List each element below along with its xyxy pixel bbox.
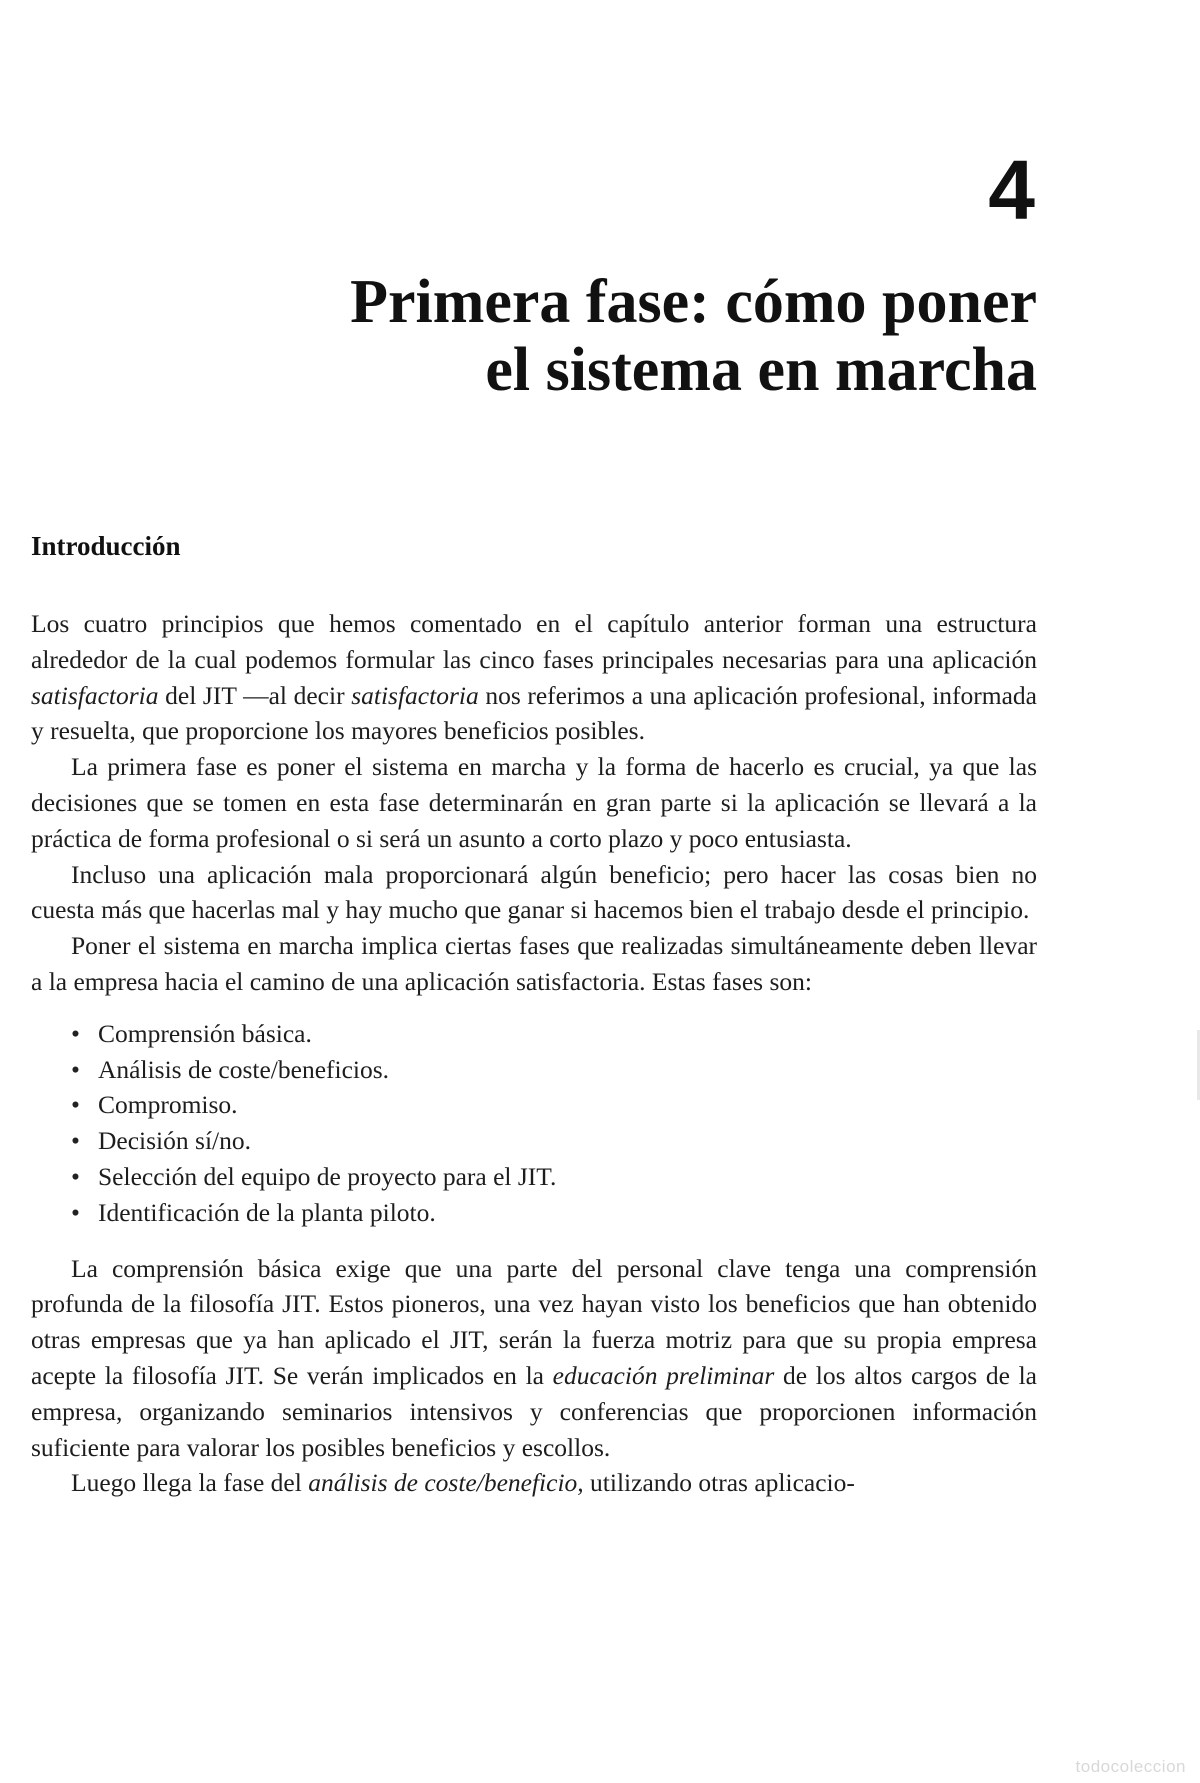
chapter-title (137, 268, 1037, 404)
list-item: • Análisis de coste/beneficios. (71, 1052, 1037, 1088)
chapter-title-line-2: el sistema en marcha (485, 336, 1037, 404)
chapter-title-line-1: Primera fase: cómo poner (350, 268, 1037, 336)
paragraph-3: Incluso una aplicación mala proporcionará algún beneficio; pero hacer las cosas bien no cuesta más que hacerlas mal y hay mucho que ganar si hacemos bien el trabajo desde el principio. (31, 859, 1037, 925)
paragraph-5: La comprensión básica exige que una parte del personal clave tenga una comprensión profunda de la filosofía JIT. Estos pioneros, una vez hayan visto los beneficios que han obtenido otras empresas que ya han aplicado el JIT, serán la fuerza motriz para que su propia empresa acepte la filosofía JIT. Se verán implicados en la educación preliminar de los altos cargos de la empresa, organizando seminarios intensivos y conferencias que proporcionen información suficiente para valorar los posibles beneficios y escollos. (31, 1253, 1037, 1462)
paragraph-6: Luego llega la fase del análisis de coste/beneficio, utilizando otras aplicacio- (71, 1468, 855, 1498)
paragraph-1: Los cuatro principios que hemos comentado en el capítulo anterior forman una estructura alrededor de la cual podemos formular las cinco fases principales necesarias para una aplicación satisfactoria del JIT —al decir satisfactoria nos referimos a una aplicación profesional, informada y resuelta, que proporcione los mayores beneficios posibles. (31, 609, 1037, 746)
list-item: • Selección del equipo de proyecto para el JIT. (71, 1159, 1037, 1195)
list-item: • Identificación de la planta piloto. (71, 1195, 1037, 1231)
body-text (31, 606, 1037, 1501)
paragraph-2: La primera fase es poner el sistema en marcha y la forma de hacerlo es crucial, ya que las decisiones que se tomen en esta fase determinarán en gran parte si la aplicación se llevará a la práctica de forma profesional o si será un asunto a corto plazo y poco entusiasta. (31, 752, 1037, 853)
list-item: • Compromiso. (71, 1087, 1037, 1123)
phases-list (31, 1016, 1037, 1231)
watermark: todocoleccion (1075, 1757, 1186, 1776)
list-item: • Decisión sí/no. (71, 1123, 1037, 1159)
list-item: • Comprensión básica. (71, 1016, 1037, 1052)
section-heading: Introducción (31, 531, 181, 561)
paragraph-4: Poner el sistema en marcha implica ciertas fases que realizadas simultáneamente deben llevar a la empresa hacia el camino de una aplicación satisfactoria. Estas fases son: (31, 931, 1037, 996)
chapter-number: 4 (988, 143, 1035, 237)
